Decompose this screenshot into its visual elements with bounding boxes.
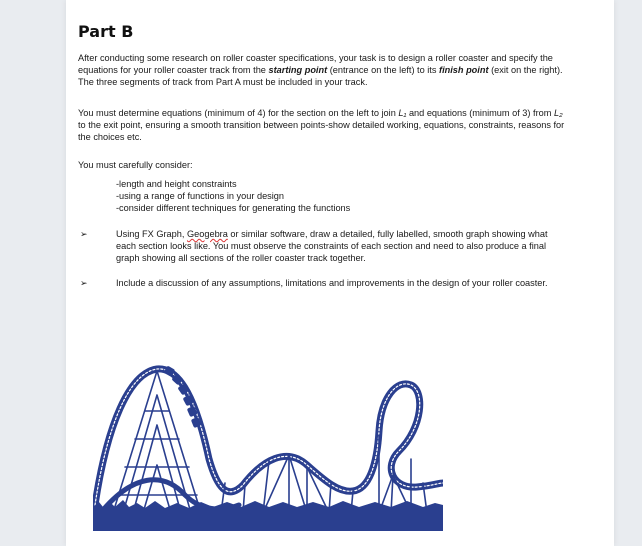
- arrow-bullet-icon: ➢: [80, 278, 88, 288]
- equations-paragraph: [78, 108, 566, 143]
- bullet-graph-text: [116, 229, 556, 264]
- equations-text-2: and equations (minimum of 3) from: [406, 108, 554, 118]
- constraints-list: [116, 179, 350, 214]
- intro-paragraph: [78, 53, 566, 88]
- intro-text-3: (exit on the right). The three segments of track from Part A must be included in your track.: [78, 64, 563, 87]
- graph-text-2: or similar software, draw a detailed, fully labelled, smooth graph showing what each section looks like. You must observe the constraints of each section and need to also produce a final graph showing all sections of the roller coaster track together.: [116, 229, 548, 263]
- arrow-bullet-icon: ➢: [80, 229, 88, 239]
- constraint-item: -using a range of functions in your design: [116, 190, 285, 201]
- equations-text-1: You must determine equations (minimum of 4) for the section on the left to join: [78, 108, 399, 118]
- finish-point-term: finish point: [439, 64, 489, 75]
- equations-text-3: to the exit point, ensuring a smooth transition between points-show detailed working, equations, constraints, reasons for the choices etc.: [78, 119, 565, 142]
- bullet-discussion-text: Include a discussion of any assumptions, limitations and improvements in the design of your roller coaster.: [116, 278, 548, 288]
- roller-coaster-silhouette-icon: [93, 355, 443, 531]
- consider-heading: You must carefully consider:: [78, 160, 193, 170]
- geogebra-word: Geogebra: [186, 229, 228, 239]
- starting-point-term: starting point: [268, 64, 328, 75]
- intro-text-2: (entrance on the left) to its: [327, 64, 440, 75]
- constraint-item: -consider different techniques for generating the functions: [116, 202, 351, 213]
- l2-symbol: L₂: [553, 108, 563, 118]
- page-title: Part B: [78, 22, 134, 41]
- intro-text-1: After conducting some research on roller coaster specifications, your task is to design a roller coaster and specify the equations for your roller coaster track from the: [78, 53, 553, 75]
- constraint-item: -length and height constraints: [116, 179, 237, 189]
- l1-symbol: L₁: [398, 108, 407, 118]
- graph-text-1: Using FX Graph,: [116, 229, 187, 239]
